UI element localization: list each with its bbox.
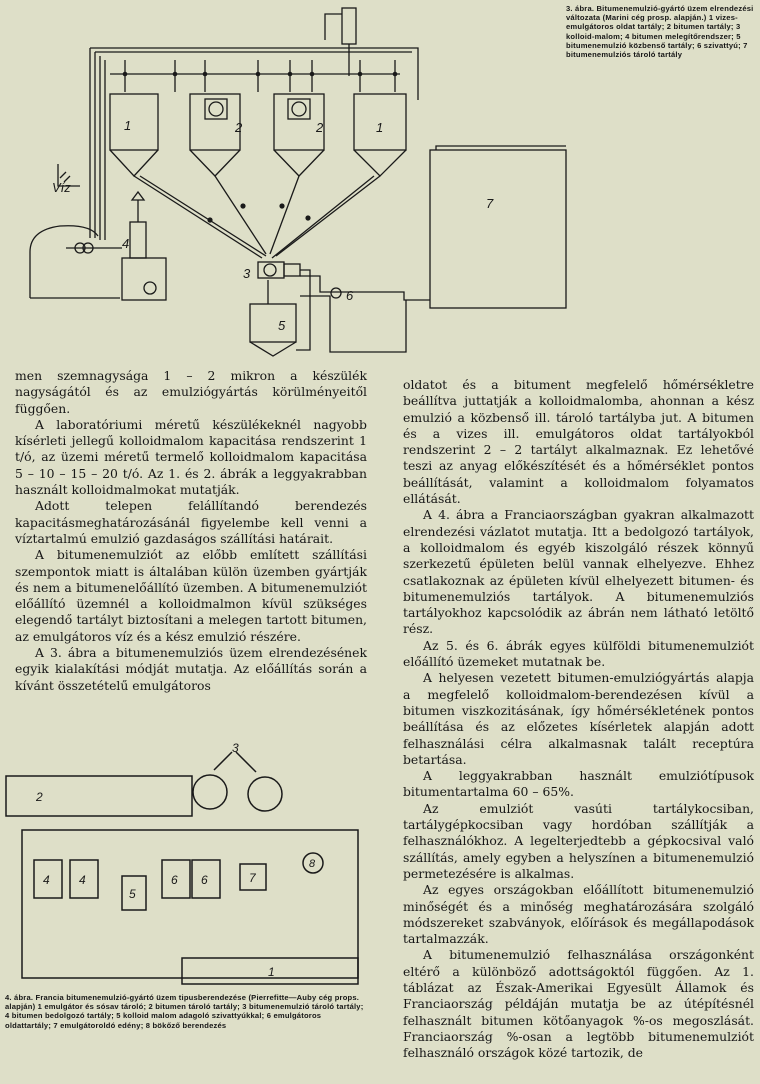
pump-6-label: 6 [346,288,354,303]
fig4-label-2: 2 [36,790,43,804]
tank-2-right-label: 2 [316,120,324,135]
paragraph: A 3. ábra a bitumenemulziós üzem elrendezésének egyik kialakítási módját mutatja. Az előállítás során a kívánt összetételű emulgátoros [15,645,367,693]
paragraph: A helyesen vezetett bitumen-emulziógyártás alapja a megfelelő kolloidmalom-berendezésen kívül a bitumen viszkozitásának, így hőmérsékletének pontos beállítása és az előzetes kísérletek alapján adott felhasználási célra alkalmasnak talált receptúra betartása. [403,670,754,767]
paragraph: A 4. ábra a Franciaországban gyakran alkalmazott elrendezési vázlatot mutatja. Itt a bedolgozó tartályok, a kolloidmalom és egyéb kiszolgáló részek könnyű szerkezetű épületen belül vannak elhelyezve. Ehhez csatlakoznak az épületen kívül elhelyezett bitumen- és bitumenemulziós tartályok. A bitumenemulziós tartályokhoz kapcsolódik az ábrán nem látható letöltő rész. [403,507,754,637]
mill-3-label: 3 [243,266,251,281]
figure-4-caption: 4. ábra. Francia bitumenemulzió-gyártó üzem tipusberendezése (Pierrefitte—Auby cég props. alapján) 1 emulgátor és sósav tároló; 2 bitumen tároló tartály; 3 bitumenemulzió tároló tartály; 4 bitumen bedolgozó tartály; 5 kolloid malom adagoló szivattyúkkal; 6 emulgátoros oldattartály; 7 emulgátoroldó edény; 8 bökőző berendezés [5,993,364,1030]
tank-2-left-label: 2 [235,120,243,135]
paragraph: Adott telepen felállítandó berendezés kapacitásmeghatározásánál figyelembe kell venni a víztartalmú emulzió gazdaságos szállítási határait. [15,498,367,546]
fig4-label-8: 8 [309,858,316,870]
fig4-label-5: 5 [129,887,136,901]
fig4-label-7: 7 [249,871,256,885]
water-label: Víz [52,180,71,195]
fig4-label-1: 1 [268,965,275,979]
paragraph: A bitumenemulzió felhasználása országonként eltérő a különböző adottságoktól függően. Az 1. táblázat az Észak-Amerikai Egyesült Államok és Franciaország példáján mutatja be az útépítésnél felhasznált bitumen kötőanyagok %-os megoszlását. Franciaország %-osan a legtöbb bitumenemulziót felhasználó országok közé tartozik, de [403,947,754,1061]
paragraph: Az 5. és 6. ábrák egyes külföldi bitumenemulziót előállító üzemeket mutatnak be. [403,637,754,670]
paragraph: Az emulziót vasúti tartálykocsiban, tartálygépkocsiban vagy hordóban szállítják a felhasználókhoz. A legelterjedtebb a gépkocsival való szállítás, amely egyben a helyszínen a bitumenemulzió permetezésére is alkalmas. [403,800,754,881]
paragraph: A laboratóriumi méretű készülékeknél nagyobb kísérleti jellegű kolloidmalom kapacitása rendszerint 1 t/ó, az üzemi méretű termelő kolloidmalom kapacitása 5 – 10 – 15 – 20 t/ó. Az 1. és 2. ábrák a leggyakrabban használt kolloidmalmokat mutatják. [15,416,367,498]
tank-7-label: 7 [486,196,494,211]
fig4-label-4a: 4 [43,873,50,887]
tank-5-label: 5 [278,318,286,333]
paragraph: men szemnagysága 1 – 2 mikron a készülék nagyságától és az emulziógyártás körülményeitől függően. [15,368,367,416]
fig4-label-6a: 6 [171,873,178,887]
fig4-label-6b: 6 [201,873,208,887]
heater-4-label: 4 [122,236,130,251]
paragraph: Az egyes országokban előállított bitumenemulzió minőségét és a minőség meghatározására szolgáló módszereket szabványok, előírások és megállapodások tartalmazzák. [403,882,754,947]
paragraph: A bitumenemulziót az előbb említett szállítási szempontok miatt is általában külön üzemben gyártják és nem a bitumenelőállító üzemben. A bitumenemulziót előállító üzemnél a kolloidmalmon kívül szükséges elegendő tartályt biztosítani a melegen tartott bitumen, az emulgátoros víz és a kész emulzió részére. [15,547,367,644]
fig4-label-3: 3 [232,741,239,755]
figure-3-caption: 3. ábra. Bitumenemulzió-gyártó üzem elrendezési változata (Marini cég prosp. alapján.) 1 vizes-emulgátoros oldat tartály; 2 bitumen tartály; 3 kolloid-malom; 4 bitumen melegítőrendszer; 5 bitumenemulzió közbenső tartály; 6 szivattyú; 7 bitumenemulziós tároló tartály [566,4,754,60]
paragraph: A leggyakrabban használt emulziótípusok bitumentartalma 60 – 65%. [403,768,754,800]
fig4-label-4b: 4 [79,873,86,887]
tank-1-left-label: 1 [124,118,132,133]
tank-1-right-label: 1 [376,120,384,135]
paragraph: oldatot és a bitument megfelelő hőmérsékletre beállítva juttatják a kolloidmalomba, ahonnan a kész emulzió a közbenső ill. tároló tartályba jut. A bitumen és a vizes ill. emulgátoros oldat tartályokból rendszerint 2 – 2 tartályt alkalmaznak. Ez lehetővé teszi az anyag előkészítését és a hőmérséklet pontos beállítását, valamint a kolloidmalom folyamatos ellátását. [403,377,754,507]
